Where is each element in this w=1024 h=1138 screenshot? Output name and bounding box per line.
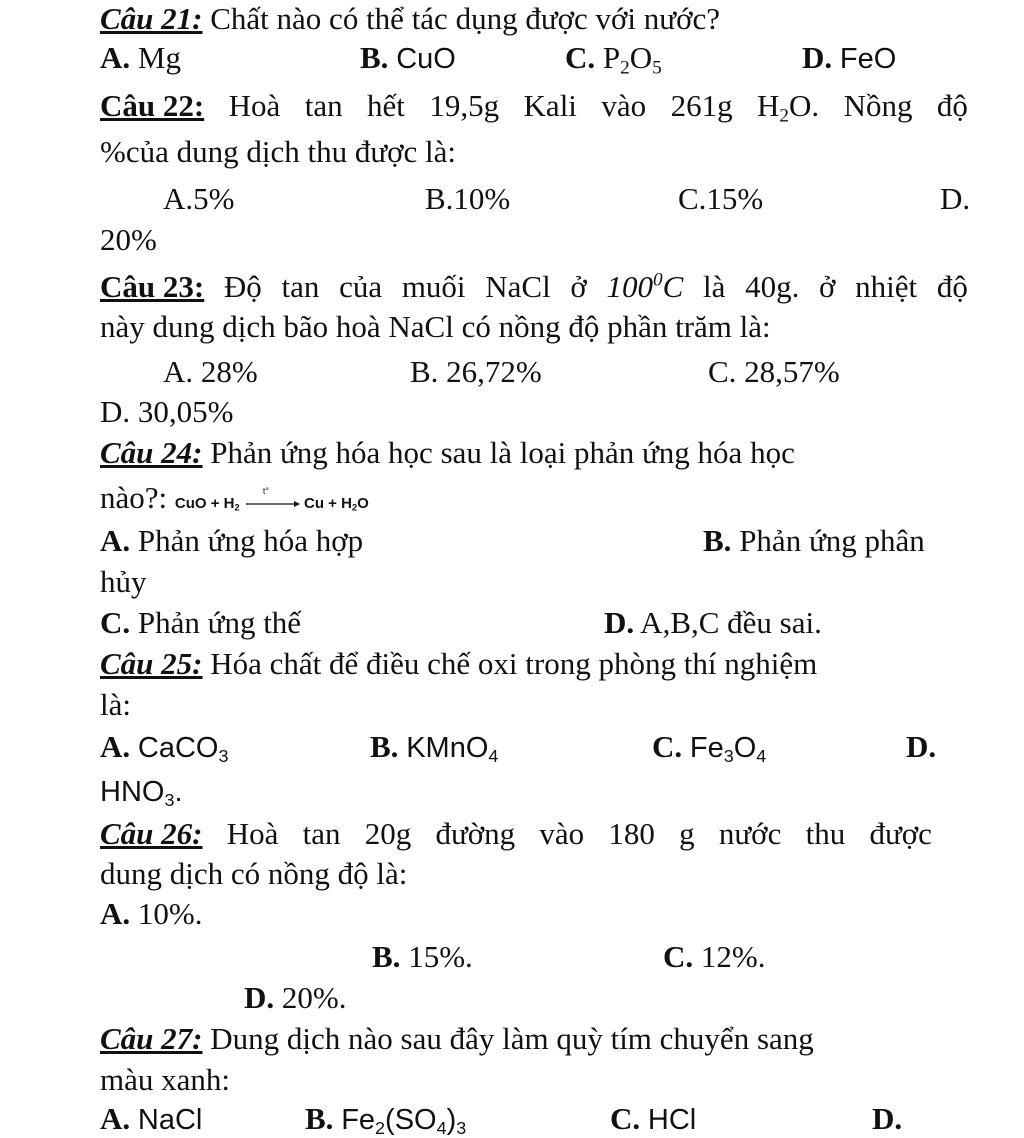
q27-option-c: [610, 1100, 696, 1138]
q24-stem: [100, 434, 795, 471]
q27-b-f2: (SO: [385, 1104, 437, 1136]
q27-b-sub2: 4: [436, 1118, 447, 1138]
q23-label: Câu 23:: [100, 269, 205, 304]
q25-d-formula: [100, 776, 183, 811]
q25-b-sub: 4: [488, 746, 499, 767]
q25-text: Hóa chất để điều chế oxi trong phòng thí nghiệm: [202, 646, 818, 681]
q23-temp-num: 100: [606, 269, 653, 304]
q26-word: Hoà: [226, 816, 279, 851]
q21-b-text: CuO: [396, 43, 456, 75]
arrow-right-icon: [244, 497, 300, 507]
q26-label: Câu 26:: [100, 816, 203, 851]
q26-option-b: [372, 938, 473, 975]
q27-b-letter: B.: [305, 1101, 334, 1136]
q23-word: của: [339, 269, 383, 304]
q24-b-letter: B.: [703, 523, 732, 558]
q23-temp-unit: C: [662, 269, 684, 304]
q24-b-text: Phản ứng phân: [731, 523, 925, 558]
q22-option-b: B.10%: [425, 181, 511, 216]
q22-option-c: C.15%: [678, 181, 764, 216]
q26-d-text: 20%.: [274, 980, 347, 1015]
q25-stem: [100, 645, 817, 682]
q22-h2o-sub: 2: [779, 105, 789, 127]
q24-text: Phản ứng hóa học sau là loại phản ứng hóa học: [202, 435, 795, 470]
q26-b-letter: B.: [372, 939, 401, 974]
q22-stem-line2: %của dung dịch thu được là:: [100, 134, 457, 169]
q22-word: Hoà: [228, 88, 281, 123]
q25-d-sub: 3: [164, 790, 175, 811]
q22-word: hết: [367, 88, 405, 123]
q24-eq-right: Cu + H: [304, 495, 352, 512]
q22-option-d: D.: [940, 181, 971, 216]
q25-option-d: [906, 728, 936, 765]
q26-word: 180: [608, 816, 655, 851]
q22-word: độ: [936, 88, 968, 123]
q26-word: g: [679, 816, 695, 851]
q26-option-d: [244, 979, 346, 1016]
q25-b-f: KMnO: [406, 732, 489, 764]
q27-d-letter: D.: [872, 1101, 903, 1136]
q24-eq-arrow-label: t°: [262, 486, 269, 496]
q22-h2o-rest: O.: [789, 88, 820, 123]
q21-a-text: Mg: [137, 40, 181, 75]
q21-text: Chất nào có thể tác dụng được với nước?: [202, 1, 720, 36]
q26-option-c: [663, 938, 765, 975]
q24-equation: [174, 486, 369, 513]
q24-option-a: [100, 522, 363, 559]
q24-eq-right-sub: 2: [351, 502, 358, 513]
q24-line2: nào?:: [100, 480, 168, 515]
q26-a-letter: A.: [100, 896, 131, 931]
q24-eq-left-sub: 2: [234, 502, 240, 513]
q27-option-d: [872, 1100, 902, 1137]
q21-option-a: [100, 39, 181, 76]
q25-a-formula: [137, 732, 229, 767]
q27-a-letter: A.: [100, 1101, 131, 1136]
q22-label: Câu 22:: [100, 88, 205, 123]
q25-d-letter: D.: [906, 729, 937, 764]
q22-option-d-value: 20%: [100, 222, 157, 257]
q24-c-letter: C.: [100, 605, 131, 640]
q24-label: Câu 24:: [100, 435, 203, 470]
q26-c-text: 12%.: [693, 939, 766, 974]
q27-a-text: NaCl: [137, 1104, 203, 1136]
q21-c-o: O: [629, 40, 653, 75]
q22-word: Kali: [523, 88, 577, 123]
q27-b-f1: Fe: [341, 1104, 376, 1136]
q26-word: tan: [302, 816, 341, 851]
q25-c-sub2: 4: [756, 746, 767, 767]
q21-option-b: [360, 39, 456, 77]
q26-a-text: 10%.: [130, 896, 203, 931]
q23-stem-line2: này dung dịch bão hoà NaCl có nồng độ phần trăm là:: [100, 309, 771, 344]
q25-stem-line2: là:: [100, 687, 131, 722]
q26-stem-line1: [100, 815, 932, 852]
q24-c-text: Phản ứng thế: [130, 605, 302, 640]
q23-word: muối: [401, 269, 466, 304]
q24-a-text: Phản ứng hóa hợp: [130, 523, 364, 558]
q22-stem-line1: [100, 87, 968, 127]
q22-word: 261g: [670, 88, 733, 123]
q27-stem-line2: màu xanh:: [100, 1062, 230, 1097]
q23-option-c: C. 28,57%: [708, 354, 840, 389]
q23-word: ở: [819, 269, 836, 304]
q26-word: nước: [718, 816, 782, 851]
q24-eq-left: CuO + H: [174, 495, 235, 512]
q24-eq-right-end: O: [357, 495, 369, 512]
q25-option-a: [100, 728, 228, 766]
q26-c-letter: C.: [663, 939, 694, 974]
q27-text: Dung dịch nào sau đây làm quỳ tím chuyển sang: [202, 1021, 814, 1056]
q24-eq-arrow: [244, 486, 300, 507]
q21-b-letter: B.: [360, 40, 389, 75]
q25-d-end: .: [174, 776, 183, 808]
q23-option-b: B. 26,72%: [410, 354, 542, 389]
q24-option-b: [703, 522, 925, 559]
q25-b-letter: B.: [370, 729, 399, 764]
q25-a-sub: 3: [218, 746, 229, 767]
q23-word: NaCl: [485, 269, 551, 304]
q21-c-letter: C.: [565, 40, 596, 75]
q23-option-a: A. 28%: [163, 354, 258, 389]
q24-d-letter: D.: [604, 605, 635, 640]
q21-c-sub2: 5: [652, 57, 662, 79]
q25-b-formula: [406, 732, 499, 767]
q25-d-f: HNO: [100, 776, 165, 808]
q26-word: vào: [539, 816, 585, 851]
q25-label: Câu 25:: [100, 646, 203, 681]
q27-b-formula: [341, 1104, 466, 1136]
q23-word: ở: [570, 269, 587, 304]
q27-c-letter: C.: [610, 1101, 641, 1136]
q27-stem: [100, 1020, 814, 1057]
q22-option-a: A.5%: [163, 181, 235, 216]
q21-option-c: [565, 39, 662, 79]
q25-c-f1: Fe: [689, 732, 724, 764]
q27-label: Câu 27:: [100, 1021, 203, 1056]
q21-option-d: [802, 39, 896, 77]
q22-word: vào: [601, 88, 647, 123]
q23-word: Độ: [223, 269, 262, 304]
q26-b-text: 15%.: [400, 939, 473, 974]
q23-word: tan: [281, 269, 320, 304]
q27-b-sub3: 3: [456, 1118, 467, 1138]
q25-option-b: [370, 728, 498, 766]
q23-word: độ: [936, 269, 968, 304]
q25-a-f: CaCO: [137, 732, 219, 764]
q25-c-sub1: 3: [723, 746, 734, 767]
q25-c-f2: O: [733, 732, 757, 764]
q24-stem-line2: [100, 479, 369, 516]
q24-d-text: A,B,C đều sai.: [634, 605, 822, 640]
q27-b-f3: ): [446, 1104, 457, 1136]
q24-option-b-wrap: hủy: [100, 564, 147, 599]
q24-a-letter: A.: [100, 523, 131, 558]
q22-word: tan: [304, 88, 343, 123]
q21-a-letter: A.: [100, 40, 131, 75]
q23-temp-sup: 0: [653, 269, 663, 291]
q24-option-c: [100, 604, 301, 641]
q23-word: nhiệt: [855, 269, 918, 304]
q23-stem-line1: [100, 268, 968, 305]
q25-option-d-value: [100, 772, 183, 810]
q26-d-letter: D.: [244, 980, 275, 1015]
q21-stem: [100, 0, 720, 37]
q22-word: 19,5g: [429, 88, 500, 123]
q26-option-a: [100, 895, 202, 932]
q21-label: Câu 21:: [100, 1, 203, 36]
q25-c-letter: C.: [652, 729, 683, 764]
q25-a-letter: A.: [100, 729, 131, 764]
q22-h2o-h: H: [757, 88, 780, 123]
q26-word: đường: [435, 816, 516, 851]
q21-d-letter: D.: [802, 40, 833, 75]
q27-option-b: [305, 1100, 466, 1138]
q26-stem-line2: dung dịch có nồng độ là:: [100, 856, 408, 891]
q25-c-formula: [689, 732, 767, 767]
q26-word: thu: [805, 816, 846, 851]
q21-c-sub1: 2: [620, 57, 630, 79]
q23-word: 40g.: [745, 269, 800, 304]
q27-b-sub1: 2: [375, 1118, 386, 1138]
q26-word: 20g: [364, 816, 412, 851]
q27-c-text: HCl: [647, 1104, 697, 1136]
q22-h2o: [757, 87, 820, 127]
q23-word: là: [703, 269, 726, 304]
q23-option-d: D. 30,05%: [100, 394, 234, 429]
q25-option-c: [652, 728, 766, 766]
q21-c-p: P: [602, 40, 621, 75]
q26-word: được: [869, 816, 932, 851]
q27-option-a: [100, 1100, 202, 1138]
q23-temperature: [607, 268, 684, 305]
q22-word: Nồng: [843, 88, 913, 123]
q24-option-d: [604, 604, 822, 641]
q21-d-text: FeO: [839, 43, 897, 75]
